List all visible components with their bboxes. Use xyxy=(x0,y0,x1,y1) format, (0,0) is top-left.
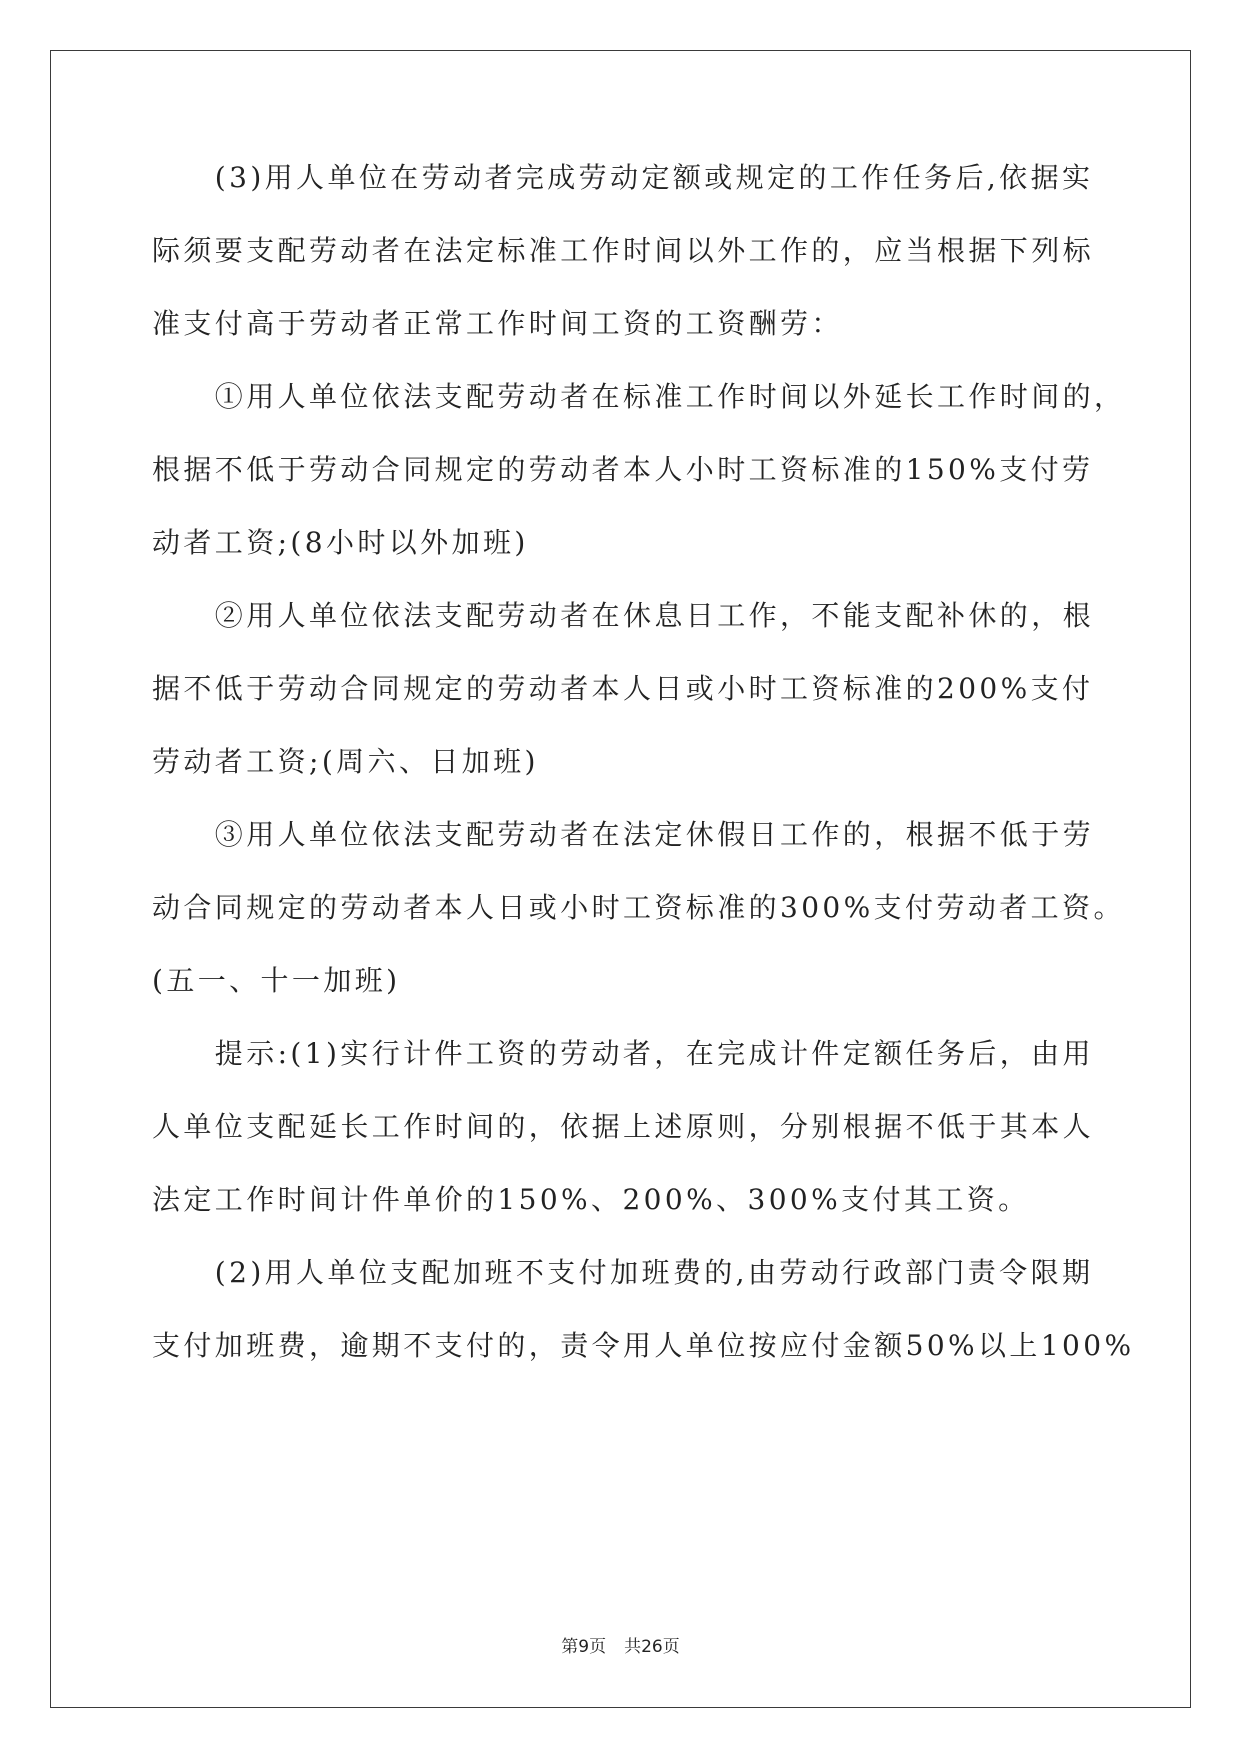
text-line: 法定工作时间计件单价的150%、200%、300%支付其工资。 xyxy=(152,1183,1030,1216)
text-line: 动者工资;(8小时以外加班) xyxy=(152,526,529,559)
text-line: ②用人单位依法支配劳动者在休息日工作，不能支配补休的，根 xyxy=(152,599,1095,632)
text-line: 准支付高于劳动者正常工作时间工资的工资酬劳： xyxy=(152,307,843,340)
text-line: 劳动者工资;(周六、日加班) xyxy=(152,745,539,778)
text-line: 据不低于劳动合同规定的劳动者本人日或小时工资标准的200%支付 xyxy=(152,672,1094,705)
text-line: 动合同规定的劳动者本人日或小时工资标准的300%支付劳动者工资。 xyxy=(152,891,1125,924)
text-line: 根据不低于劳动合同规定的劳动者本人小时工资标准的150%支付劳 xyxy=(152,453,1094,486)
text-line: 提示:(1)实行计件工资的劳动者，在完成计件定额任务后，由用 xyxy=(152,1037,1094,1070)
page-number: 第9页 xyxy=(561,1637,607,1657)
page-footer xyxy=(0,1632,1241,1657)
page-total: 共26页 xyxy=(624,1637,680,1657)
text-line: (五一、十一加班) xyxy=(152,964,401,997)
text-line: 际须要支配劳动者在法定标准工作时间以外工作的，应当根据下列标 xyxy=(152,234,1095,267)
text-line: ③用人单位依法支配劳动者在法定休假日工作的，根据不低于劳 xyxy=(152,818,1095,851)
text-line: 人单位支配延长工作时间的，依据上述原则，分别根据不低于其本人 xyxy=(152,1110,1095,1143)
text-line: 支付加班费，逾期不支付的，责令用人单位按应付金额50%以上100% xyxy=(152,1329,1135,1362)
text-line: (2)用人单位支配加班不支付加班费的,由劳动行政部门责令限期 xyxy=(152,1256,1094,1289)
text-line: ①用人单位依法支配劳动者在标准工作时间以外延长工作时间的， xyxy=(152,380,1126,413)
text-line: (3)用人单位在劳动者完成劳动定额或规定的工作任务后,依据实 xyxy=(152,161,1094,194)
page-border xyxy=(50,50,1191,1708)
